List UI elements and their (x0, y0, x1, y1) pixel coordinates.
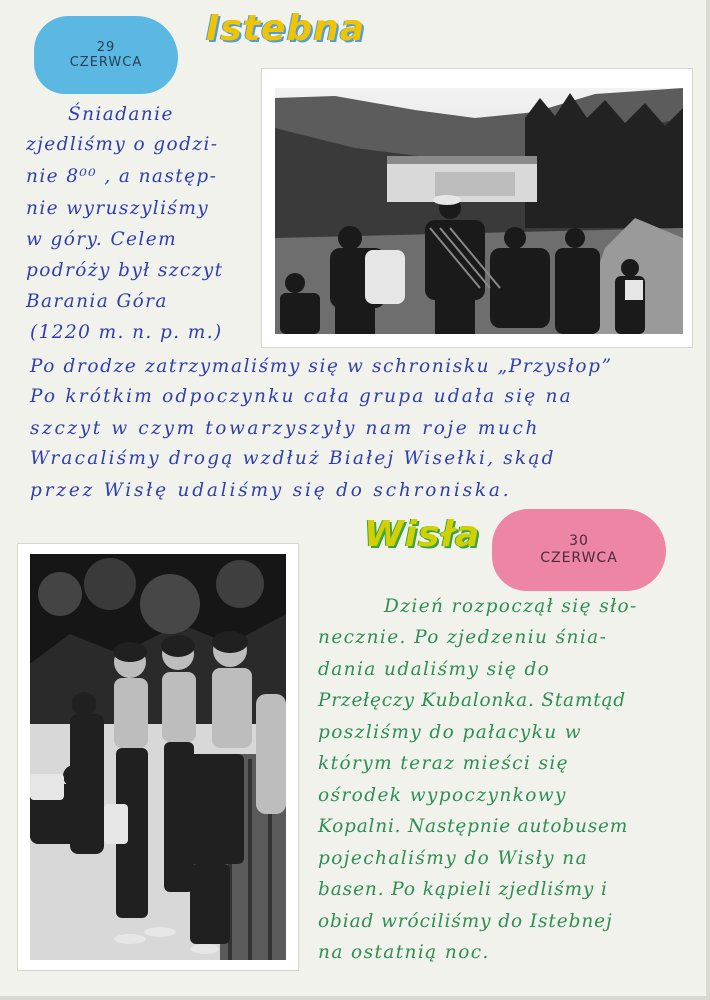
date-month: CZERWCA (540, 550, 618, 566)
text-line: nie 8⁰⁰ , a następ- (26, 166, 218, 187)
text-line: nie wyruszyliśmy (26, 198, 210, 219)
text-line: obiad wróciliśmy do Istebnej (318, 911, 613, 932)
text-line: podróży był szczyt (26, 260, 224, 281)
text-line: basen. Po kąpieli zjedliśmy i (318, 879, 608, 900)
text-line: Śniadanie (68, 104, 174, 125)
date-cloud-30 (492, 509, 666, 591)
text-line: Po krótkim odpoczynku cała grupa udała się na (30, 386, 573, 407)
text-line: na ostatnią noc. (318, 942, 490, 963)
text-line: którym teraz mieści się (318, 753, 570, 774)
date-cloud-29 (34, 16, 178, 94)
text-line: ośrodek wypoczynkowy (318, 785, 567, 806)
text-line: Przełęczy Kubalonka. Stamtąd (318, 690, 626, 711)
text-line: Po drodze zatrzymaliśmy się w schronisku „Przysłop” (30, 356, 613, 377)
photo-group-image (30, 554, 286, 960)
text-line: (1220 m. n. p. m.) (30, 322, 223, 343)
photo-group (18, 544, 298, 970)
entry-title-wisla: Wisła (364, 514, 481, 555)
text-line: Wracaliśmy drogą wzdłuż Białej Wisełki, skąd (30, 448, 556, 469)
text-line: Dzień rozpoczął się sło- (384, 596, 638, 617)
text-line: przez Wisłę udaliśmy się do schroniska. (30, 480, 512, 501)
photo-hikers-image (275, 88, 683, 334)
text-line: Barania Góra (26, 291, 168, 312)
date-month: CZERWCA (69, 54, 143, 70)
entry-title-istebna: Istebna (206, 8, 366, 49)
date-day: 29 (96, 39, 116, 55)
text-line: necznie. Po zjedzeniu śnia- (318, 627, 608, 648)
text-line: poszliśmy do pałacyku w (318, 722, 583, 743)
text-line: dania udaliśmy się do (318, 659, 551, 680)
text-line: Kopalni. Następnie autobusem (318, 816, 629, 837)
text-line: zjedliśmy o godzi- (26, 134, 219, 155)
photo-hikers (262, 69, 692, 347)
text-line: szczyt w czym towarzyszyły nam roje much (30, 418, 540, 439)
text-line: pojechaliśmy do Wisły na (318, 848, 589, 869)
date-day: 30 (569, 533, 589, 549)
text-line: w góry. Celem (26, 229, 178, 250)
